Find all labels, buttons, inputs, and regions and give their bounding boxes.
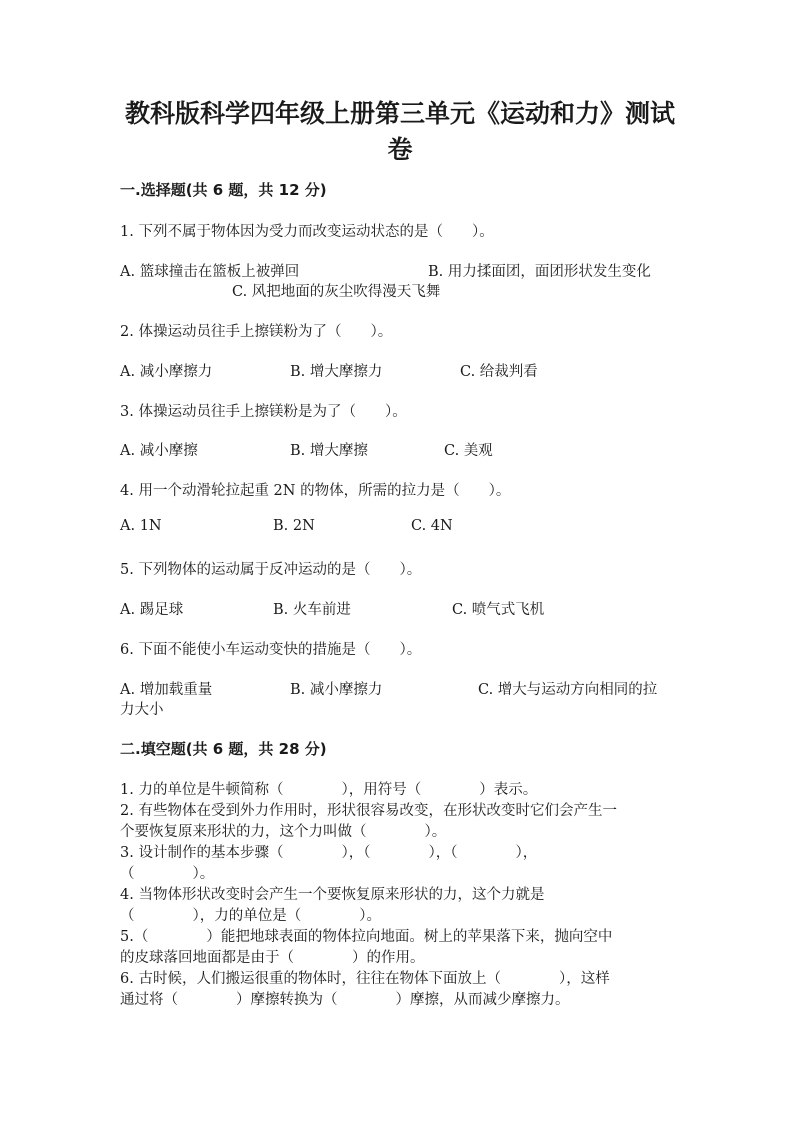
- fill-line-3: 个要恢复原来形状的力，这个力叫做（ ）。: [120, 824, 447, 840]
- question-6-option-c: C. 增大与运动方向相同的拉: [478, 682, 658, 698]
- fill-line-8: 5.（ ）能把地球表面的物体拉向地面。树上的苹果落下来，抛向空中: [120, 929, 613, 945]
- question-6-option-c-continued: 力大小: [120, 702, 164, 718]
- fill-line-5: （ ）。: [120, 866, 215, 882]
- question-3-option-a: A. 减小摩擦: [120, 443, 198, 459]
- question-2-option-b: B. 增大摩擦力: [290, 364, 383, 380]
- exam-title-line-2: 卷: [387, 135, 413, 164]
- question-5-option-c: C. 喷气式飞机: [452, 602, 545, 618]
- question-1-option-c: C. 风把地面的灰尘吹得漫天飞舞: [232, 284, 441, 300]
- question-4-option-a: A. 1N: [120, 518, 162, 534]
- fill-line-1: 1. 力的单位是牛顿简称（ ），用符号（ ）表示。: [120, 782, 538, 798]
- question-4-option-c: C. 4N: [411, 518, 453, 534]
- question-4-stem: 4. 用一个动滑轮拉起重 2N 的物体，所需的拉力是（ ）。: [120, 483, 511, 499]
- section-heading-fill-in: 二.填空题(共 6 题，共 28 分): [120, 740, 327, 758]
- question-6-stem: 6. 下面不能使小车运动变快的措施是（ ）。: [120, 642, 422, 658]
- fill-line-7: （ ），力的单位是（ ）。: [120, 908, 381, 924]
- question-5-option-b: B. 火车前进: [273, 602, 351, 618]
- question-4-option-b: B. 2N: [273, 518, 315, 534]
- question-2-option-a: A. 减小摩擦力: [120, 364, 213, 380]
- fill-line-2: 2. 有些物体在受到外力作用时，形状很容易改变，在形状改变时它们会产生一: [120, 803, 617, 819]
- question-2-option-c: C. 给裁判看: [460, 364, 538, 380]
- question-2-stem: 2. 体操运动员往手上擦镁粉为了（ ）。: [120, 324, 393, 340]
- question-3-stem: 3. 体操运动员往手上擦镁粉是为了（ ）。: [120, 404, 407, 420]
- fill-line-9: 的皮球落回地面都是由于（ ）的作用。: [120, 950, 425, 966]
- fill-line-4: 3. 设计制作的基本步骤（ ），（ ），（ ），: [120, 845, 538, 861]
- fill-line-10: 6. 古时候，人们搬运很重的物体时，往往在物体下面放上（ ），这样: [120, 971, 610, 987]
- exam-title: [120, 96, 680, 168]
- question-3-option-c: C. 美观: [444, 443, 493, 459]
- question-1-stem: 1. 下列不属于物体因为受力而改变运动状态的是（ ）。: [120, 224, 494, 240]
- fill-line-6: 4. 当物体形状改变时会产生一个要恢复原来形状的力，这个力就是: [120, 887, 545, 903]
- question-5-stem: 5. 下列物体的运动属于反冲运动的是（ ）。: [120, 562, 422, 578]
- fill-line-11: 通过将（ ）摩擦转换为（ ）摩擦，从而减少摩擦力。: [120, 992, 570, 1008]
- question-3-option-b: B. 增大摩擦: [290, 443, 368, 459]
- question-6-option-a: A. 增加载重量: [120, 682, 213, 698]
- exam-title-line-1: 教科版科学四年级上册第三单元《运动和力》测试: [124, 99, 675, 128]
- question-5-option-a: A. 踢足球: [120, 602, 184, 618]
- section-heading-choice: 一.选择题(共 6 题，共 12 分): [120, 181, 327, 199]
- question-1-option-a: A. 篮球撞击在篮板上被弹回: [120, 264, 300, 280]
- question-6-option-b: B. 减小摩擦力: [290, 682, 383, 698]
- question-1-option-b: B. 用力揉面团，面团形状发生变化: [428, 264, 651, 280]
